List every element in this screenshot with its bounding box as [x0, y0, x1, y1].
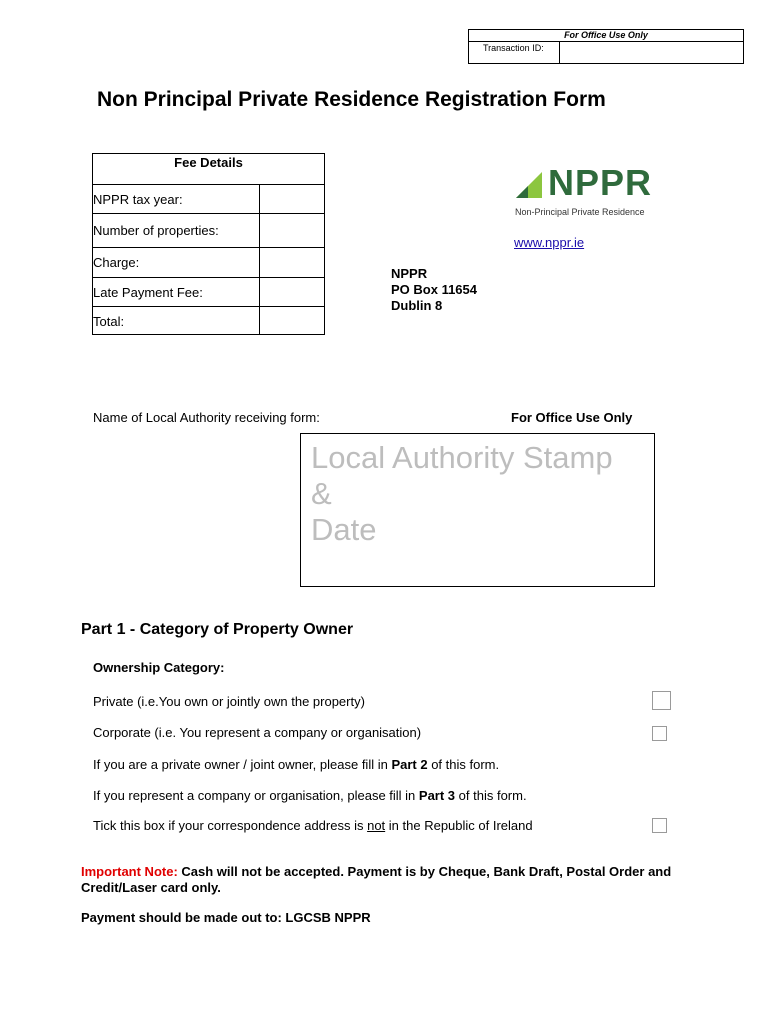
page-title: Non Principal Private Residence Registration Form [97, 88, 606, 111]
address-line: NPPR [391, 266, 428, 281]
logo-mark-icon [514, 168, 548, 200]
total-field[interactable] [260, 307, 324, 335]
fee-row-label: Number of properties: [93, 214, 260, 247]
important-note-label: Important Note: [81, 864, 178, 879]
address-line: PO Box 11654 [391, 282, 477, 297]
fee-row-label: NPPR tax year: [93, 185, 260, 213]
stamp-text: Local Authority Stamp [311, 440, 613, 475]
fee-row-late-fee [93, 278, 324, 307]
transaction-id-label: Transaction ID: [469, 42, 560, 64]
office-use-label: For Office Use Only [511, 410, 633, 425]
logo-name: NPPR [548, 162, 653, 203]
important-note-text: Cash will not be accepted. Payment is by Cheque, Bank Draft, Postal Order and Credit/Laser card only. [81, 864, 672, 895]
payment-payee: Payment should be made out to: LGCSB NPPR [81, 910, 371, 925]
local-authority-label: Name of Local Authority receiving form: [93, 410, 320, 425]
important-note [81, 864, 691, 896]
stamp-text: Date [311, 512, 377, 547]
transaction-id-field[interactable] [560, 42, 743, 64]
logo-tagline: Non-Principal Private Residence [515, 207, 645, 217]
ownership-category-label: Ownership Category: [93, 660, 225, 675]
corporate-option-label: Corporate (i.e. You represent a company or organisation) [93, 725, 422, 740]
fee-row-tax-year [93, 185, 324, 214]
company-instruction: If you represent a company or organisation, please fill in Part 3 of this form. [93, 788, 527, 803]
website-link[interactable]: www.nppr.ie [514, 235, 585, 250]
properties-field[interactable] [260, 214, 324, 247]
late-fee-field[interactable] [260, 278, 324, 306]
address-line: Dublin 8 [391, 298, 443, 313]
private-option-label: Private (i.e.You own or jointly own the property) [93, 694, 365, 709]
fee-row-label: Charge: [93, 248, 260, 277]
overseas-address-checkbox[interactable] [652, 818, 667, 833]
part1-title: Part 1 - Category of Property Owner [81, 621, 354, 638]
fee-row-label: Late Payment Fee: [93, 278, 260, 306]
overseas-address-label: Tick this box if your correspondence address is not in the Republic of Ireland [93, 818, 533, 833]
nppr-logo [514, 162, 684, 222]
stamp-box [300, 433, 655, 587]
private-checkbox[interactable] [652, 691, 671, 710]
tax-year-field[interactable] [260, 185, 324, 213]
corporate-checkbox[interactable] [652, 726, 667, 741]
office-use-header: For Office Use Only [469, 30, 743, 42]
office-use-box [468, 29, 744, 64]
stamp-text: & [311, 476, 332, 511]
postal-address [391, 266, 477, 314]
fee-row-properties [93, 214, 324, 248]
private-instruction: If you are a private owner / joint owner, please fill in Part 2 of this form. [93, 757, 500, 772]
fee-details-header: Fee Details [93, 154, 324, 185]
fee-row-charge [93, 248, 324, 278]
charge-field[interactable] [260, 248, 324, 277]
fee-row-total [93, 307, 324, 335]
fee-row-label: Total: [93, 307, 260, 335]
fee-details-table [92, 153, 325, 335]
